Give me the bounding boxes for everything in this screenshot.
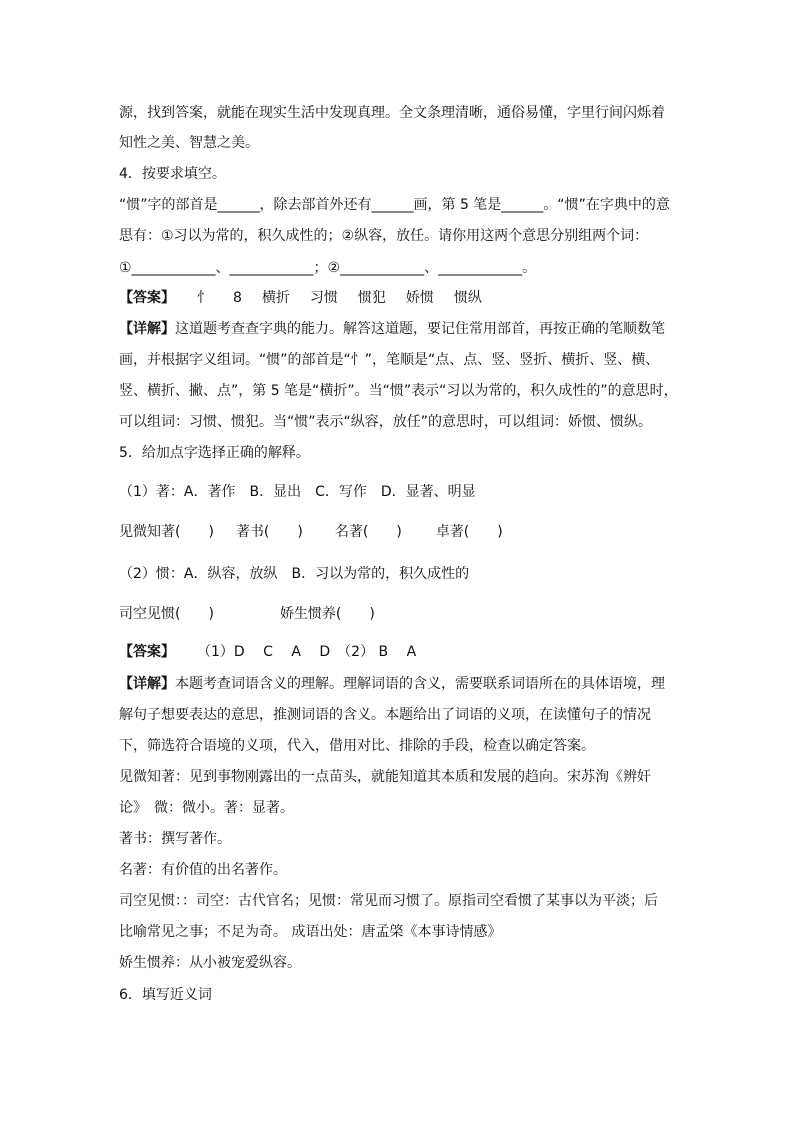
word-blank: 名著( ) [334,524,402,540]
answer-item: 惯纵 [453,290,482,306]
answer-label: 【答案】 [119,290,175,306]
note-line: 司空见惯：：司空：古代官名；见惯：常见而习惯了。原指司空看惯了某事以为平淡；后 [119,893,658,909]
question-5-detail-1: 【详解】本题考查词语含义的理解。理解词语的含义，需要联系词语所在的具体语境，理 [119,676,665,692]
word-blank: 著书( ) [235,524,303,540]
question-4-answer [119,288,482,308]
question-5-detail-3: 下，筛选符合语境的义项，代入，借用对比、排除的手段，检查以确定答案。 [119,738,595,754]
question-4-detail-1: 【详解】这道题考查查字典的能力。解答这道题，要记住常用部首，再按正确的笔顺数笔 [119,321,665,337]
question-5-title: 5．给加点字选择正确的解释。 [119,445,310,461]
intro-line-2: 知性之美、智慧之美。 [119,135,259,151]
answer-item: 惯犯 [357,290,386,306]
answer-item: 习惯 [309,290,338,306]
note-line: 比喻常见之事；不足为奇。 成语出处：唐孟棨《本事诗情感》 [119,924,502,940]
word-blank: 见微知著( ) [119,524,214,540]
question-5-part-2-options: （2）惯：A．纵容，放纵 B．习以为常的，积久成性的 [119,566,470,582]
question-5-answer: 【答案】 （1）D C A D （2） B A [119,644,417,660]
note-line: 论》 微：微小。著：显著。 [119,800,294,816]
question-4-detail-4: 可以组词：习惯、惯犯。当“惯”表示“纵容，放任”的意思时，可以组词：娇惯、惯纵。 [119,414,653,430]
question-6-title: 6．填写近义词 [119,987,212,1003]
question-5-detail-2: 解句子想要表达的意思，推测词语的含义。本题给出了词语的义项，在读懂句子的情况 [119,707,651,723]
note-line: 见微知著：见到事物刚露出的一点苗头，就能知道其本质和发展的趋向。宋苏洵《辨奸 [119,769,651,785]
question-4-detail-2: 画，并根据字义组词。“惯”的部首是“忄”，笔顺是“点、点、竖、竖折、横折、竖、横、 [119,352,660,368]
question-5-part-1-options: （1）著：A．著作 B．显出 C．写作 D．显著、明显 [119,484,476,500]
detail-label: 【详解】 [119,676,175,692]
question-5-part-2-words [119,604,375,624]
question-4-title: 4．按要求填空。 [119,166,226,182]
question-4-line-1: “惯”字的部首是______，除去部首外还有______画，第 5 笔是______。“惯”在字典中的意 [119,197,670,213]
detail-label: 【详解】 [119,321,175,337]
answer-item: 8 [233,290,242,306]
question-4-line-2: 思有：①习以为常的，积久成性的；②纵容，放任。请你用这两个意思分别组两个词： [119,228,649,244]
note-line: 名著：有价值的出名著作。 [119,862,287,878]
note-line: 娇生惯养：从小被宠爱纵容。 [119,955,301,971]
intro-line-1: 源，找到答案，就能在现实生活中发现真理。全文条理清晰，通俗易懂，字里行间闪烁着 [119,105,665,121]
answer-item: 横折 [261,290,290,306]
question-4-line-3: ①____________、____________；②____________、____________。 [119,260,537,276]
question-5-part-1-words [119,522,503,542]
word-blank: 卓著( ) [435,524,503,540]
question-4-detail-3: 竖、横折、撇、点”，第 5 笔是“横折”。当“惯”表示“习以为常的，积久成性的”的意思时， [119,383,678,399]
note-line: 著书：撰写著作。 [119,831,231,847]
word-blank: 司空见惯( ) [119,606,214,622]
answer-label: 【答案】 [119,644,175,660]
answer-item: 忄 [197,290,211,306]
answer-item: 娇惯 [405,290,434,306]
word-blank: 娇生惯养( ) [279,606,375,622]
